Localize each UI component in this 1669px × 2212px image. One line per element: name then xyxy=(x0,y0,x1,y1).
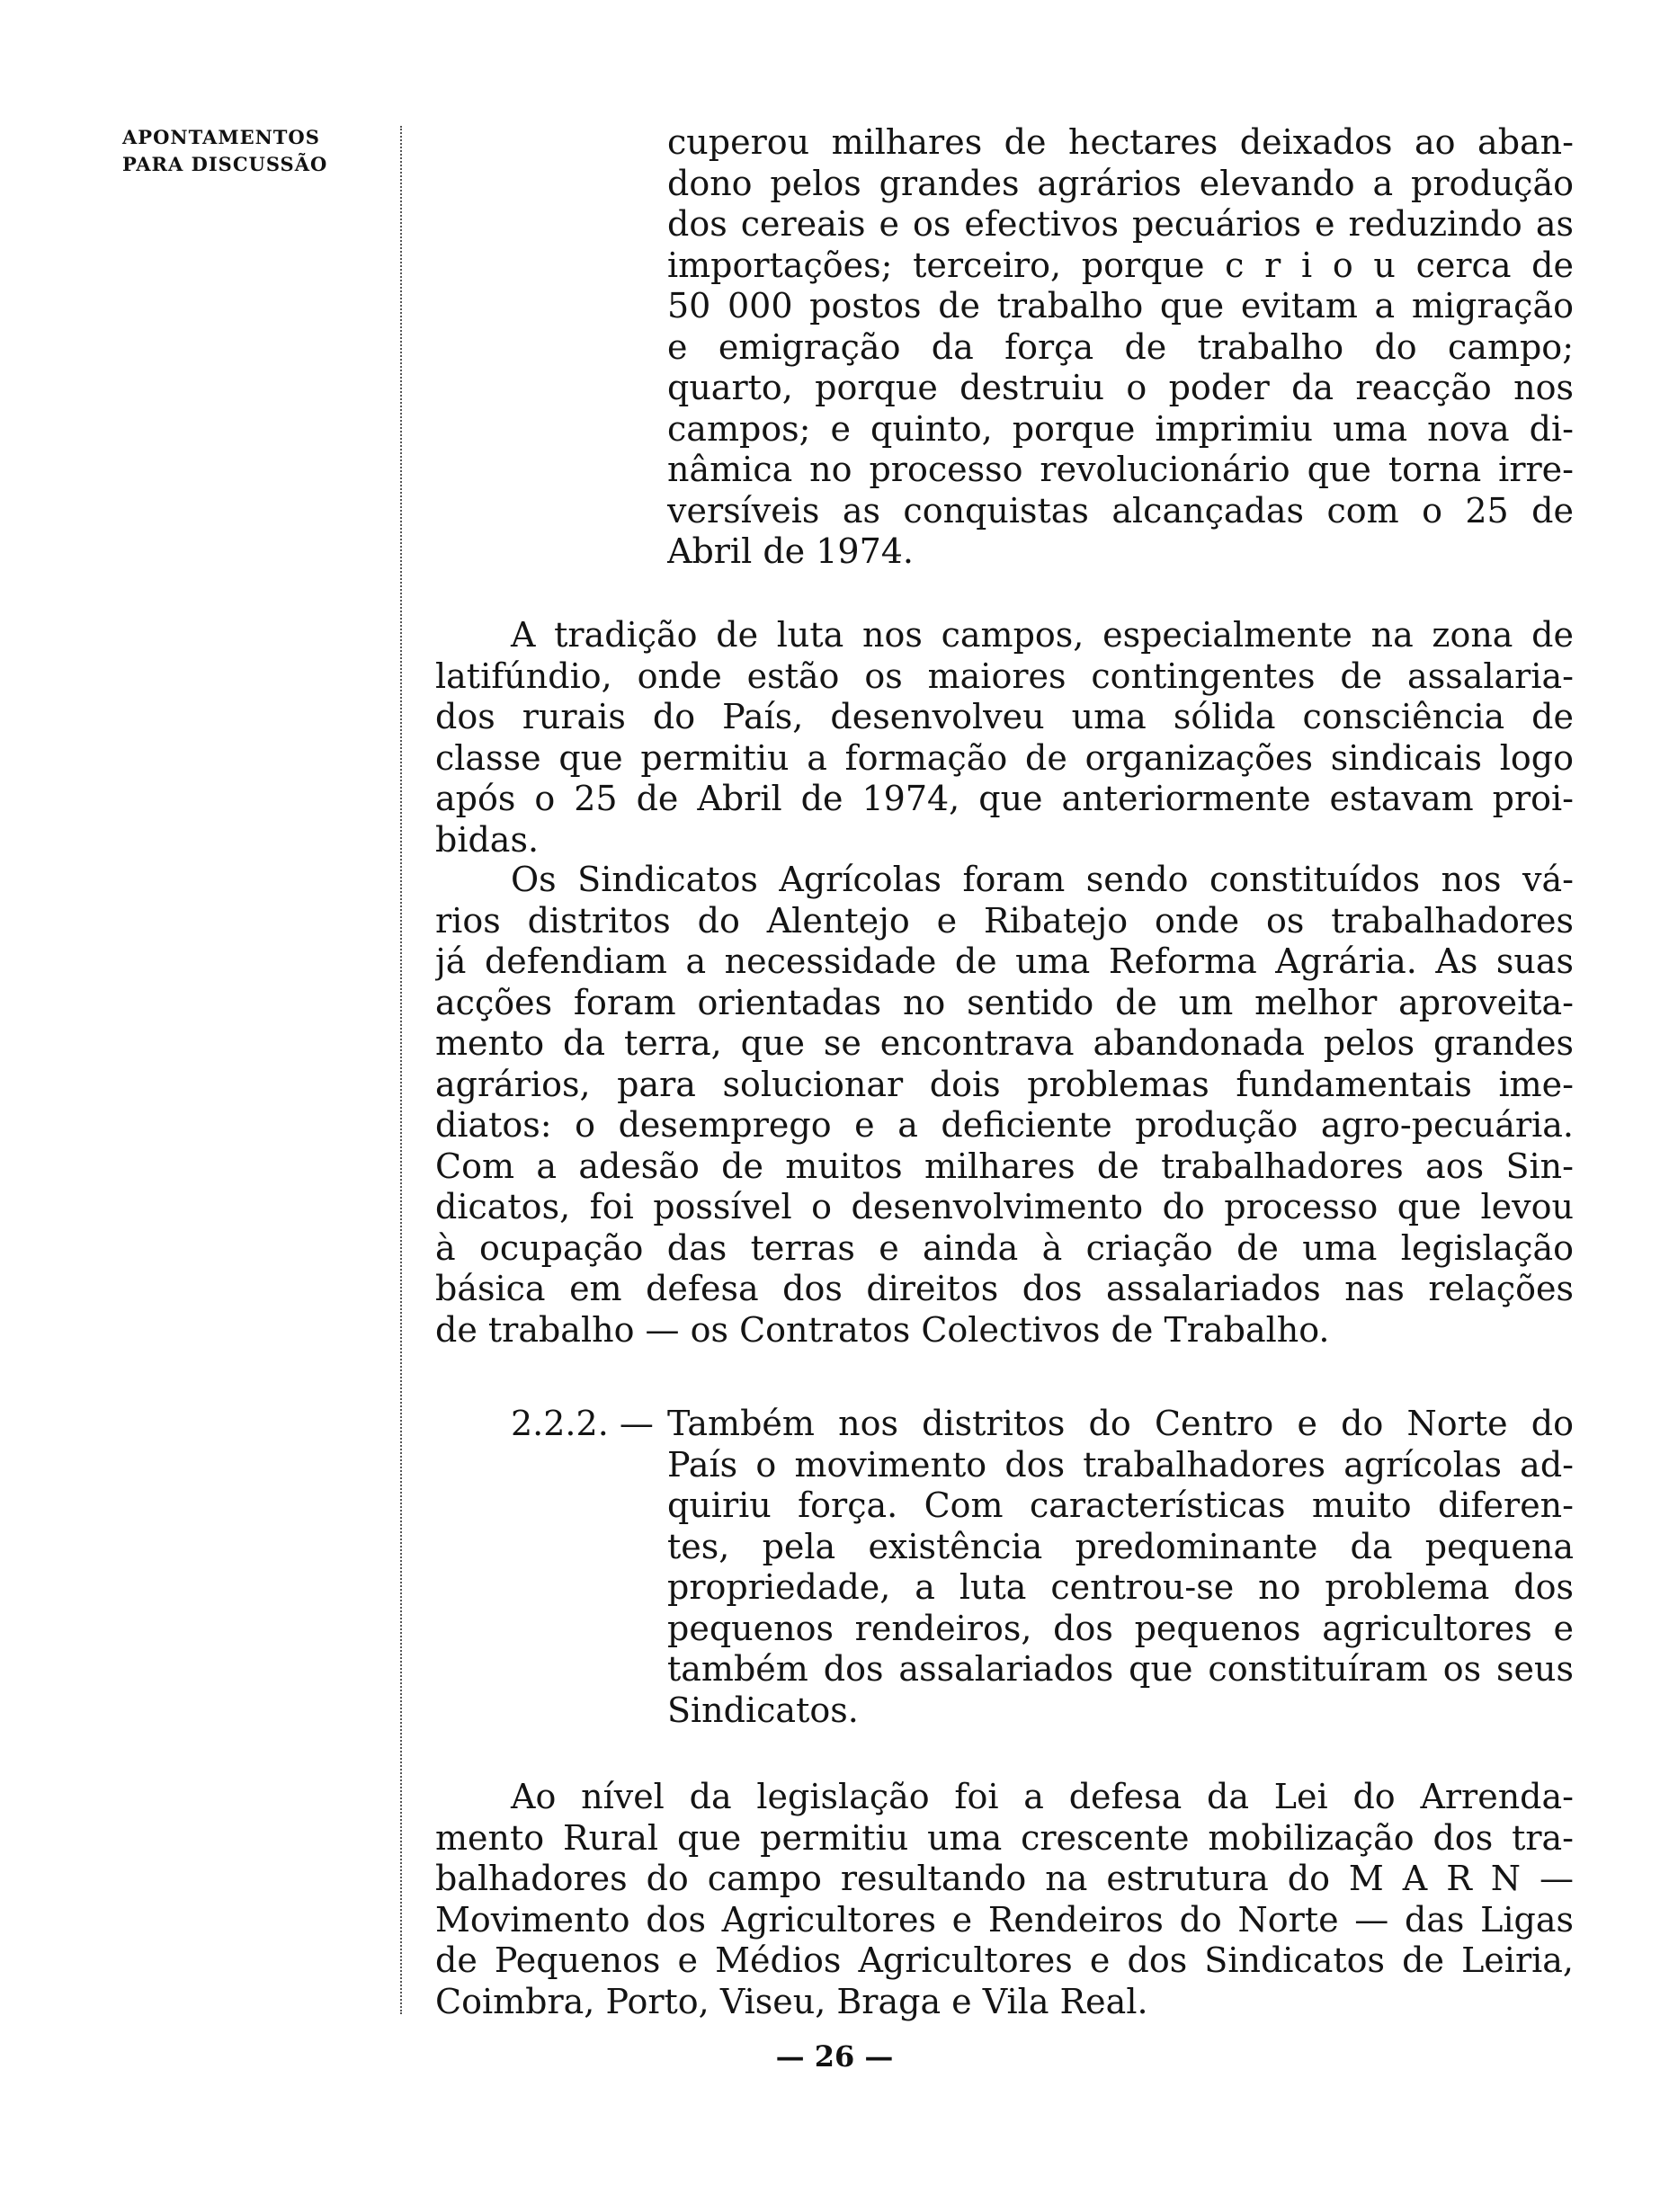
text-line: de Pequenos e Médios Agricultores e dos Sindicatos de Leiria, xyxy=(435,1940,1574,1980)
text-line: versíveis as conquistas alcançadas com o 25 de xyxy=(667,490,1574,531)
text-line: já defendiam a necessidade de uma Reforma Agrária. As suas xyxy=(435,941,1574,981)
text-line: Ao nível da legislação foi a defesa da Lei do Arrenda- xyxy=(511,1777,1574,1816)
margin-rule xyxy=(400,126,402,2014)
text-line: bidas. xyxy=(435,819,540,860)
text-line: agrários, para solucionar dois problemas fundamentais ime- xyxy=(435,1064,1574,1104)
text-line: campos; e quinto, porque imprimiu uma nova di- xyxy=(667,408,1574,449)
paragraph-2 xyxy=(435,615,1574,861)
text-line: mento Rural que permitiu uma crescente mobilização dos tra- xyxy=(435,1817,1574,1858)
paragraph-5 xyxy=(435,1777,1574,2022)
text-line: cuperou milhares de hectares deixados ao aban- xyxy=(667,122,1574,162)
section-number: 2.2.2. — xyxy=(511,1404,654,1443)
text-line: latifúndio, onde estão os maiores contingentes de assalaria- xyxy=(435,656,1574,696)
text-line: pequenos rendeiros, dos pequenos agricultores e xyxy=(667,1608,1574,1648)
text-line: e emigração da força de trabalho do campo; xyxy=(667,326,1574,367)
text-line: dos rurais do País, desenvolveu uma sólida consciência de xyxy=(435,697,1574,736)
text-line: mento da terra, que se encontrava abandonada pelos grandes xyxy=(435,1023,1574,1063)
margin-note xyxy=(122,124,383,178)
text-line: nâmica no processo revolucionário que torna irre- xyxy=(667,450,1574,489)
text-line: diatos: o desemprego e a deficiente produção agro-pecuária. xyxy=(435,1105,1574,1145)
text-line: Movimento dos Agricultores e Rendeiros do Norte — das Ligas xyxy=(435,1899,1574,1940)
paragraph-1 xyxy=(667,122,1574,573)
text-line: Coimbra, Porto, Viseu, Braga e Vila Real. xyxy=(435,1981,1148,2021)
section-2-2-2-text xyxy=(667,1404,1574,1731)
text-line: à ocupação das terras e ainda à criação de uma legislação xyxy=(435,1227,1574,1268)
text-line: rios distritos do Alentejo e Ribatejo onde os trabalhadores xyxy=(435,900,1574,941)
text-line: tes, pela existência predominante da pequena xyxy=(667,1526,1574,1566)
text-line: importações; terceiro, porque c r i o u cerca de xyxy=(667,245,1574,285)
text-line: quarto, porque destruiu o poder da reacção nos xyxy=(667,368,1574,407)
text-line: País o movimento dos trabalhadores agrícolas ad- xyxy=(667,1444,1574,1485)
text-line: Abril de 1974. xyxy=(667,531,914,571)
text-line: classe que permitiu a formação de organizações sindicais logo xyxy=(435,737,1574,778)
text-line: dono pelos grandes agrários elevando a produção xyxy=(667,163,1574,203)
text-line: propriedade, a luta centrou-se no problema dos xyxy=(667,1567,1574,1607)
text-line: Sindicatos. xyxy=(667,1690,859,1730)
text-line: após o 25 de Abril de 1974, que anteriormente estavam proi- xyxy=(435,779,1574,818)
margin-note-line-1: APONTAMENTOS xyxy=(122,126,320,148)
text-line: Também nos distritos do Centro e do Norte do xyxy=(667,1404,1574,1443)
text-line: dos cereais e os efectivos pecuários e reduzindo as xyxy=(667,204,1574,244)
text-line: 50 000 postos de trabalho que evitam a migração xyxy=(667,286,1574,326)
page-number: — 26 — xyxy=(775,2039,894,2074)
text-line: também dos assalariados que constituíram os seus xyxy=(667,1649,1574,1689)
text-line: Os Sindicatos Agrícolas foram sendo constituídos nos vá- xyxy=(511,860,1574,899)
paragraph-3 xyxy=(435,860,1574,1351)
text-line: de trabalho — os Contratos Colectivos de Trabalho. xyxy=(435,1309,1330,1350)
text-line: dicatos, foi possível o desenvolvimento do processo que levou xyxy=(435,1187,1574,1226)
text-line: quiriu força. Com características muito diferen- xyxy=(667,1485,1574,1525)
margin-note-line-2: PARA DISCUSSÃO xyxy=(122,153,328,175)
text-line: Com a adesão de muitos milhares de trabalhadores aos Sin- xyxy=(435,1146,1574,1186)
text-line: A tradição de luta nos campos, especialmente na zona de xyxy=(511,615,1574,655)
text-line: básica em defesa dos direitos dos assalariados nas relações xyxy=(435,1269,1574,1308)
text-line: acções foram orientadas no sentido de um melhor aproveita- xyxy=(435,982,1574,1022)
text-line: balhadores do campo resultando na estrutura do M A R N — xyxy=(435,1859,1574,1898)
